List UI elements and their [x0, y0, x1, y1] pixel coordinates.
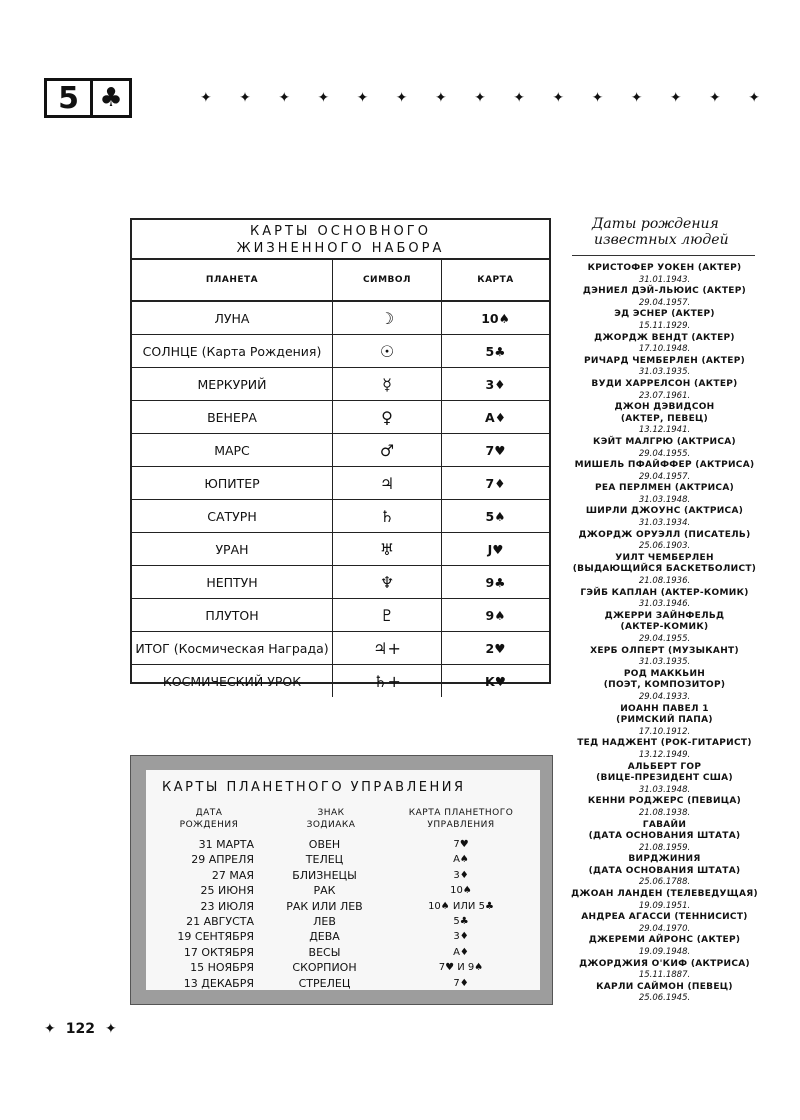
person-name: МИШЕЛЬ ПФАЙФФЕР (АКТРИСА) [574, 460, 755, 471]
person-name: УИЛТ ЧЕМБЕРЛЕН [615, 552, 714, 563]
planet-cell: НЕПТУН [132, 566, 333, 598]
diamond-ornament-icon: ✦ [278, 90, 291, 106]
diamond-ornament-icon: ✦ [513, 90, 525, 106]
card-cell: K♥ [485, 673, 506, 689]
list-item [562, 669, 767, 704]
card-cell: 5♠ [485, 508, 506, 524]
card-cell: A♦ [453, 946, 469, 958]
card-cell: 9♣ [485, 574, 506, 590]
card-cell: 10♠ ИЛИ 5♣ [428, 900, 494, 912]
zodiac-cell: РАК ИЛИ ЛЕВ [286, 899, 363, 913]
person-name: ХЕРБ ОЛПЕРТ (МУЗЫКАНТ) [590, 645, 739, 656]
card-cell: 10♠ [450, 885, 472, 897]
birth-date: 15.11.1887. [638, 970, 691, 981]
table-row [146, 960, 540, 975]
table-row [132, 665, 549, 697]
box-title: КАРТЫ ПЛАНЕТНОГО УПРАВЛЕНИЯ [162, 780, 466, 795]
birth-date: 13.12.1949. [638, 749, 691, 760]
table-row [132, 434, 549, 467]
person-name: (РИМСКИЙ ПАПА) [616, 715, 713, 726]
person-name: (ДАТА ОСНОВАНИЯ ШТАТА) [588, 831, 741, 842]
diamond-ornament-icon: ✦ [591, 90, 604, 106]
table-row [132, 335, 549, 368]
birth-date: 13.12.1941. [638, 425, 691, 436]
zodiac-cell: ДЕВА [309, 930, 340, 944]
date-cell: 25 ИЮНЯ [200, 884, 254, 898]
table-row [132, 302, 549, 335]
header-line: ДАТА [195, 808, 223, 818]
list-item [562, 402, 767, 437]
date-cell: 29 АПРЕЛЯ [191, 853, 254, 867]
list-item [562, 796, 767, 819]
person-name: ДЖОН ДЭВИДСОН [614, 402, 715, 413]
date-cell: 17 ОКТЯБРЯ [183, 945, 254, 959]
card-cell: 7♦ [453, 977, 469, 989]
planet-cell: МЕРКУРИЙ [132, 368, 333, 400]
list-item [562, 506, 767, 529]
person-name: ВИРДЖИНИЯ [628, 854, 701, 865]
diamond-ornament-icon: ✦ [669, 90, 682, 106]
birth-date: 31.03.1934. [638, 518, 691, 529]
card-cell: 7♦ [485, 475, 506, 491]
birth-date: 17.10.1948. [638, 344, 691, 355]
date-cell: 23 ИЮЛЯ [200, 899, 254, 913]
page-footer [44, 1021, 117, 1037]
table-row [132, 566, 549, 599]
birth-date: 31.03.1948. [638, 784, 691, 795]
date-cell: 31 МАРТА [198, 838, 254, 851]
table-row [146, 883, 540, 898]
planet-cell: ИТОГ (Космическая Награда) [132, 632, 333, 664]
list-item [562, 333, 767, 356]
birth-date: 29.04.1955. [638, 634, 691, 644]
column-header-zodiac [266, 807, 396, 831]
date-cell: 27 МАЯ [211, 868, 254, 882]
diamond-ornament-icon: ✦ [104, 1021, 117, 1037]
table-row [132, 467, 549, 500]
card-cell: A♠ [453, 854, 469, 866]
divider [572, 255, 755, 256]
symbol-cell: ♀ [333, 401, 442, 433]
table-body [132, 302, 549, 697]
list-item [562, 437, 767, 460]
card-cell: 3♦ [453, 869, 469, 881]
table-row [146, 837, 540, 852]
table-row [146, 914, 540, 929]
card-number: 5 [47, 81, 93, 115]
table-row [146, 868, 540, 883]
table-row [146, 945, 540, 960]
header-line: ЗОДИАКА [306, 820, 356, 830]
header-line: УПРАВЛЕНИЯ [427, 820, 495, 830]
symbol-cell: ♄+ [333, 665, 442, 697]
list-item [562, 286, 767, 309]
person-name: (ВИЦЕ-ПРЕЗИДЕНТ США) [596, 773, 733, 784]
person-name: ДЖЕРЕМИ АЙРОНС (АКТЕР) [588, 935, 741, 946]
diamond-ornament-icon: ✦ [630, 90, 643, 106]
planet-cell: ПЛУТОН [132, 599, 333, 631]
diamond-ornament-icon: ✦ [434, 90, 447, 106]
column-header-card: КАРТА [477, 275, 514, 285]
diamond-ornament-icon: ✦ [552, 90, 565, 106]
symbol-cell: ♄ [333, 500, 442, 532]
person-name: РОД МАККЬИН [623, 668, 706, 679]
diamond-ornament-icon: ✦ [356, 90, 369, 106]
person-name: АЛЬБЕРТ ГОР [627, 761, 702, 772]
diamond-ornament-icon: ✦ [200, 90, 212, 106]
planet-cell: КОСМИЧЕСКИЙ УРОК [132, 665, 333, 697]
person-name: ДЖОРДЖ ВЕНДТ (АКТЕР) [594, 332, 735, 343]
date-cell: 19 СЕНТЯБРЯ [177, 930, 254, 944]
person-name: ШИРЛИ ДЖОУНС (АКТРИСА) [585, 506, 744, 517]
planet-cell: САТУРН [132, 500, 333, 532]
card-cell: A♦ [485, 409, 506, 425]
zodiac-cell: ЛЕВ [313, 914, 336, 928]
birth-date: 19.09.1951. [638, 900, 691, 911]
person-name: (ПОЭТ, КОМПОЗИТОР) [603, 680, 726, 691]
ruling-cards-rows [146, 837, 540, 991]
card-badge [44, 78, 132, 118]
diamond-ornament-icon: ✦ [317, 90, 330, 106]
column-header-birthdate [164, 807, 254, 831]
column-header-planet: ПЛАНЕТА [132, 260, 333, 300]
person-name: ЭД ЭСНЕР (АКТЕР) [614, 309, 715, 320]
list-item [562, 912, 767, 935]
symbol-cell: ☿ [333, 368, 442, 400]
person-name: ДЖОАН ЛАНДЕН (ТЕЛЕВЕДУЩАЯ) [571, 889, 758, 900]
birth-date: 31.03.1935. [638, 657, 691, 668]
birth-date: 23.07.1961. [638, 390, 691, 401]
table-row [146, 929, 540, 944]
symbol-cell: ☉ [333, 335, 442, 367]
list-item [562, 959, 767, 982]
person-name: ДЖОРДЖИЯ О'КИФ (АКТРИСА) [579, 958, 750, 969]
diamond-ornament-icon: ✦ [395, 90, 408, 106]
person-name: (АКТЕР, ПЕВЕЦ) [620, 413, 709, 424]
birth-date: 29.04.1970. [638, 923, 691, 934]
card-cell: J♥ [487, 541, 504, 557]
table-title-line-1: КАРТЫ ОСНОВНОГО [250, 224, 431, 239]
birth-date: 29.04.1957. [638, 297, 691, 308]
page-number: 122 [65, 1021, 95, 1037]
person-name: ТЕД НАДЖЕНТ (РОК-ГИТАРИСТ) [577, 738, 752, 749]
birth-date: 21.08.1938. [638, 807, 691, 818]
card-cell: 7♥ [485, 442, 506, 458]
table-row [146, 899, 540, 914]
birth-date: 17.10.1912. [638, 726, 691, 737]
planetary-ruling-cards-panel [146, 770, 540, 990]
planet-cell: МАРС [132, 434, 333, 466]
table-row [132, 599, 549, 632]
zodiac-cell: СКОРПИОН [292, 961, 357, 975]
card-cell: 7♥ [453, 839, 469, 850]
list-item [562, 982, 767, 1005]
person-name: (ДАТА ОСНОВАНИЯ ШТАТА) [588, 865, 741, 876]
planet-cell: УРАН [132, 533, 333, 565]
list-item [562, 588, 767, 611]
person-name: КРИСТОФЕР УОКЕН (АКТЕР) [587, 263, 742, 273]
list-item [562, 935, 767, 958]
list-item [562, 704, 767, 739]
card-cell: 10♠ [481, 310, 510, 326]
person-name: КЭЙТ МАЛГРЮ (АКТРИСА) [593, 436, 736, 447]
birth-date: 29.04.1955. [638, 448, 691, 459]
zodiac-cell: ВЕСЫ [308, 945, 341, 959]
card-cell: 5♣ [485, 343, 506, 359]
person-name: (АКТЕР-КОМИК) [620, 622, 709, 633]
birth-date: 15.11.1929. [638, 320, 691, 331]
card-cell: 3♦ [485, 376, 506, 392]
birth-date: 25.06.1945. [638, 993, 691, 1004]
table-header [132, 260, 549, 302]
planet-cell: СОЛНЦЕ (Карта Рождения) [132, 335, 333, 367]
table-row [132, 401, 549, 434]
list-item [562, 738, 767, 761]
birth-date: 31.01.1943. [638, 274, 691, 285]
list-item [562, 854, 767, 889]
zodiac-cell: СТРЕЛЕЦ [298, 976, 351, 990]
birth-date: 25.06.1788. [638, 877, 691, 888]
diamond-ornament-icon: ✦ [44, 1021, 56, 1037]
person-name: АНДРЕА АГАССИ (ТЕННИСИСТ) [581, 912, 748, 923]
diamond-ornament-row [200, 90, 760, 110]
person-name: ДЭНИЕЛ ДЭЙ-ЛЬЮИС (АКТЕР) [582, 286, 747, 297]
list-item [562, 762, 767, 797]
famous-title-line-1: Даты рождения [592, 216, 719, 232]
person-name: ДЖОРДЖ ОРУЭЛЛ (ПИСАТЕЛЬ) [578, 529, 751, 540]
date-cell: 13 ДЕКАБРЯ [183, 976, 254, 990]
birth-date: 21.08.1936. [638, 576, 691, 587]
birth-date: 31.03.1935. [638, 367, 691, 378]
person-name: РЕА ПЕРЛМЕН (АКТРИСА) [594, 483, 735, 494]
list-item [562, 483, 767, 506]
zodiac-cell: РАК [313, 884, 336, 898]
symbol-cell: ♆ [333, 566, 442, 598]
birth-date: 21.08.1959. [638, 842, 691, 853]
birth-date: 31.03.1948. [638, 494, 691, 505]
symbol-cell: ☽ [333, 302, 442, 334]
planet-cell: ЛУНА [132, 302, 333, 334]
list-item [562, 820, 767, 855]
header-line: КАРТА ПЛАНЕТНОГО [408, 808, 514, 818]
person-name: ГЭЙБ КАПЛАН (АКТЕР-КОМИК) [580, 587, 749, 598]
table-row [132, 500, 549, 533]
table-row [132, 368, 549, 401]
famous-people-list [562, 263, 767, 1005]
life-spread-table [130, 218, 551, 691]
birth-date: 29.04.1933. [638, 691, 691, 702]
card-cell: 7♥ И 9♠ [438, 962, 484, 974]
planet-cell: ЮПИТЕР [132, 467, 333, 499]
list-item [562, 530, 767, 553]
symbol-cell: ♃+ [333, 632, 442, 664]
club-suit-icon: ♣ [99, 83, 123, 113]
list-item [562, 379, 767, 402]
card-cell: 3♦ [453, 931, 469, 943]
card-cell: 9♠ [485, 607, 506, 623]
card-cell: 2♥ [485, 640, 506, 656]
card-cell: 5♣ [453, 915, 469, 927]
person-name: ВУДИ ХАРРЕЛСОН (АКТЕР) [591, 378, 738, 389]
person-name: ИОАНН ПАВЕЛ 1 [620, 703, 709, 714]
planet-cell: ВЕНЕРА [132, 401, 333, 433]
symbol-cell: ♅ [333, 533, 442, 565]
list-item [562, 553, 767, 588]
birth-date: 25.06.1903. [638, 541, 691, 552]
table-row [146, 852, 540, 867]
zodiac-cell: ОВЕН [308, 838, 341, 851]
zodiac-cell: ТЕЛЕЦ [305, 853, 344, 867]
date-cell: 21 АВГУСТА [186, 914, 254, 928]
table-row [132, 632, 549, 665]
person-name: КЕННИ РОДЖЕРС (ПЕВИЦА) [587, 796, 742, 807]
birth-date: 29.04.1957. [638, 471, 691, 482]
symbol-cell: ♃ [333, 467, 442, 499]
person-name: РИЧАРД ЧЕМБЕРЛЕН (АКТЕР) [583, 355, 745, 366]
famous-title-line-2: известных людей [594, 232, 729, 248]
person-name: (ВЫДАЮЩИЙСЯ БАСКЕТБОЛИСТ) [572, 564, 757, 575]
person-name: КАРЛИ САЙМОН (ПЕВЕЦ) [596, 981, 733, 992]
diamond-ornament-icon: ✦ [239, 90, 251, 106]
diamond-ornament-icon: ✦ [748, 90, 760, 106]
zodiac-cell: БЛИЗНЕЦЫ [292, 868, 357, 882]
birth-date: 31.03.1946. [638, 599, 691, 610]
famous-birthdays-title [592, 216, 762, 248]
date-cell: 15 НОЯБРЯ [190, 961, 254, 975]
list-item [562, 646, 767, 669]
list-item [562, 611, 767, 646]
diamond-ornament-icon: ✦ [474, 90, 486, 106]
person-name: ДЖЕРРИ ЗАЙНФЕЛЬД [604, 610, 725, 621]
list-item [562, 460, 767, 483]
list-item [562, 263, 767, 286]
table-title [132, 220, 549, 260]
planetary-ruling-cards-box [130, 755, 553, 1005]
column-header-symbol: СИМВОЛ [333, 260, 442, 300]
list-item [562, 309, 767, 332]
diamond-ornament-icon: ✦ [709, 90, 721, 106]
list-item [562, 356, 767, 379]
table-title-line-2: ЖИЗНЕННОГО НАБОРА [236, 241, 445, 256]
header-line: ЗНАК [317, 808, 345, 818]
symbol-cell: ♂ [333, 434, 442, 466]
birth-date: 19.09.1948. [638, 947, 691, 958]
table-row [132, 533, 549, 566]
column-header-ruling-card [391, 807, 531, 831]
table-row [146, 976, 540, 991]
person-name: ГАВАЙИ [642, 819, 687, 830]
header-line: РОЖДЕНИЯ [179, 820, 239, 830]
symbol-cell: ♇ [333, 599, 442, 631]
list-item [562, 889, 767, 912]
